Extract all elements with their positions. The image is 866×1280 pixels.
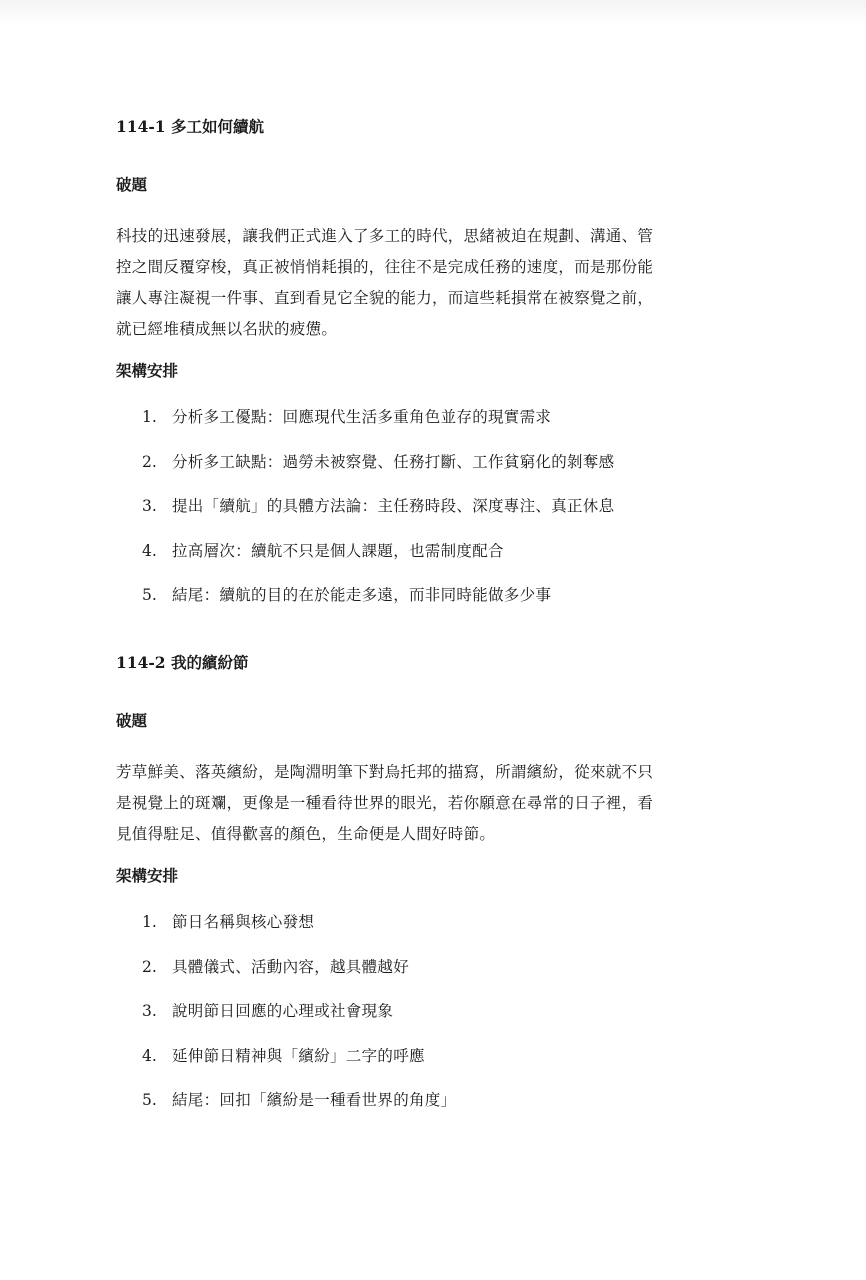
intro-line: 見值得駐足、值得歡喜的顏色，生命便是人間好時節。	[116, 825, 496, 843]
item-text: 分析多工缺點：過勞未被察覺、任務打斷、工作貧窮化的剝奪感	[172, 452, 615, 471]
item-number: 1.	[142, 408, 157, 426]
intro-paragraph	[116, 221, 756, 345]
section-title: 114-2 我的繽紛節	[116, 653, 249, 672]
intro-line: 控之間反覆穿梭，真正被悄悄耗損的，往往不是完成任務的速度，而是那份能	[116, 258, 654, 276]
item-text: 說明節日回應的心理或社會現象	[172, 1002, 394, 1021]
intro-line: 是視覺上的斑斕，更像是一種看待世界的眼光，若你願意在尋常的日子裡，看	[116, 794, 654, 812]
structure-heading: 架構安排	[116, 361, 179, 380]
item-text: 提出「續航」的具體方法論：主任務時段、深度專注、真正休息	[172, 497, 615, 516]
list-item	[116, 999, 756, 1044]
item-text: 結尾：回扣「繽紛是一種看世界的角度」	[172, 1091, 457, 1110]
section-114-1	[116, 115, 756, 628]
intro-heading: 破題	[116, 175, 148, 194]
list-item	[116, 1044, 756, 1089]
list-item	[116, 405, 756, 450]
intro-paragraph	[116, 757, 756, 850]
structure-heading: 架構安排	[116, 866, 179, 885]
list-item	[116, 955, 756, 1000]
item-text: 拉高層次：續航不只是個人課題，也需制度配合	[172, 541, 504, 560]
intro-line: 芳草鮮美、落英繽紛，是陶淵明筆下對烏托邦的描寫，所謂繽紛，從來就不只	[116, 763, 654, 781]
structure-list	[116, 405, 756, 628]
intro-line: 讓人專注凝視一件事、直到看見它全貌的能力，而這些耗損常在被察覺之前，	[116, 289, 654, 307]
item-number: 3.	[142, 497, 157, 516]
item-text: 具體儀式、活動內容，越具體越好	[172, 957, 410, 976]
item-number: 2.	[142, 452, 157, 471]
structure-list	[116, 910, 756, 1133]
intro-line: 就已經堆積成無以名狀的疲憊。	[116, 320, 338, 338]
intro-line: 科技的迅速發展，讓我們正式進入了多工的時代，思緒被迫在規劃、溝通、管	[116, 227, 654, 245]
item-number: 4.	[142, 541, 157, 560]
item-text: 結尾：續航的目的在於能走多遠，而非同時能做多少事	[172, 586, 552, 605]
item-number: 4.	[142, 1046, 157, 1065]
section-114-2	[116, 651, 756, 1133]
item-number: 5.	[142, 1091, 157, 1110]
list-item	[116, 494, 756, 539]
item-number: 1.	[142, 913, 157, 931]
list-item	[116, 910, 756, 955]
list-item	[116, 539, 756, 584]
intro-heading: 破題	[116, 711, 148, 730]
item-text: 節日名稱與核心發想	[172, 913, 315, 931]
item-number: 3.	[142, 1002, 157, 1021]
item-number: 5.	[142, 586, 157, 605]
section-title: 114-1 多工如何續航	[116, 117, 264, 136]
list-item	[116, 450, 756, 495]
list-item	[116, 1088, 756, 1133]
item-text: 分析多工優點：回應現代生活多重角色並存的現實需求	[172, 408, 552, 426]
list-item	[116, 583, 756, 628]
item-text: 延伸節日精神與「繽紛」二字的呼應	[172, 1046, 425, 1065]
item-number: 2.	[142, 957, 157, 976]
